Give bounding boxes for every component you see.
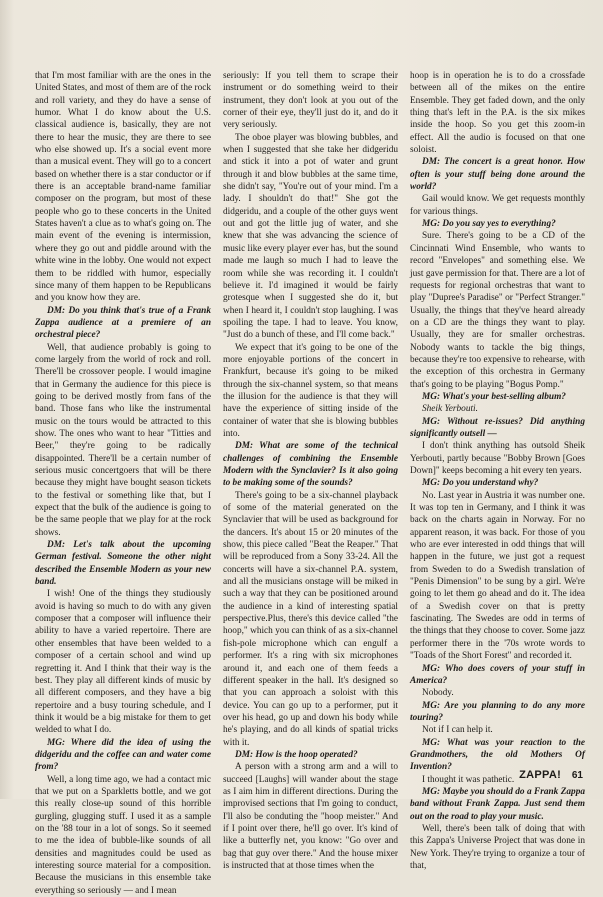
interview-answer: Not if I can help it. xyxy=(422,725,493,736)
column-1 xyxy=(35,70,211,897)
interview-answer: There's going to be a six-channel playback of some of the material generated on the Synclavier that will be used as background for the dancers. It's about 15 or 20 minutes of the show, this piece called "Beat the Reaper." That will be reproduced from a Sony 33-24. All the concerts will have a six-channel P.A. system, and all the musicians onstage will be miked in such a way that they can be positioned around the audience in a kind of interesting spatial perspective.Plus, there's this device called "the hoop," which you can think of as a six-channel fish-pole microphone which can engulf a performer. It's a ring with six microphones around it, and each one of them feeds a different speaker in the hall. It's designed so that you can approach a soloist with this device. You can go up to a performer, put it over his head, go up and down his body while he's playing, and do all kinds of spatial tricks with it. xyxy=(223,490,398,748)
interview-question: MG: Who does covers of your stuff in America? xyxy=(410,663,585,686)
column-3 xyxy=(410,70,585,872)
interview-question: MG: Without re-issues? Did anything significantly outsell — xyxy=(410,416,585,439)
interview-question: MG: Are you planning to do any more touring? xyxy=(410,700,585,723)
interview-question: DM: How is the hoop operated? xyxy=(235,749,358,760)
interview-question: DM: Let's talk about the upcoming German festival. Someone the other night described the Ensemble Modern as your new band. xyxy=(35,540,211,588)
page-number: 61 xyxy=(571,770,583,781)
interview-answer: The oboe player was blowing bubbles, and when I suggested that she take her didgeridu and stick it into a pot of water and grunt through it and blow bubbles at the same time, she didn't say, "You're out of your mind. I'm a lady. I shouldn't do that!" She got the didgeridu, and a couple of the other guys went out and got the little jug of water, and she knew that she was advancing the science of music like every player ever has, but the sound made me laugh so much I had to leave the room while she was recording it. I couldn't believe it. I'd imagined it would be fairly grotesque when I suggested she do it, but when I heard it, I couldn't stop laughing. I was spoiling the tape. I had to leave. You know, "Just do a bunch of these, and I'll come back." xyxy=(223,132,398,341)
interview-answer: I thought it was pathetic. xyxy=(422,774,515,785)
interview-question: MG: Do you say yes to everything? xyxy=(422,219,556,230)
interview-answer: hoop is in operation he is to do a crossfade between all of the mikes on the entire Ensemble. They get faded down, and the only thing that's left in the P.A. is the six mikes inside the hoop. So you get this zoom-in effect. All the audio is focused on that one soloist. xyxy=(410,71,585,156)
column-2 xyxy=(223,70,398,872)
interview-answer: that I'm most familiar with are the ones in the United States, and most of them are of the rock and roll variety, and they do have a sense of humor. What I do know about the U.S. classical audience is, basically, they are not there to hear the music, they are there to see who else showed up. It's a social event more than a musical event. They will go to a concert based on whether there is a star conductor or if there is an acceptable brand-name familiar composer on the program, but most of these people who go to these concerts in the United States haven't a clue as to what's going on. The main event of the evening is intermission, where they go out and piddle around with the white wine in the lobby. One would not expect them to be riddled with humor, especially since many of them happen to be Republicans and you know how they are. xyxy=(35,71,211,304)
interview-answer: No. Last year in Austria it was number one. It was top ten in Germany, and I think it was back on the charts again in Norway. For no apparent reason, it was back. For those of you who are ever interested in odd things that will happen in the future, we just got a request from Sweden to do a Swedish translation of "Penis Dimension" to be sung by a girl. We're going to let them go ahead and do it. The idea of a Swedish cover on that is pretty fascinating. The Swedes are odd in terms of the things that they choose to cover. Some jazz performer there in the '70s wrote words to "Toads of the Short Forest" and recorded it. xyxy=(410,490,585,662)
interview-answer: Well, there's been talk of doing that with this Zappa's Universe Project that was done in New York. They're trying to organize a tour of that, xyxy=(410,823,585,871)
interview-answer: Nobody. xyxy=(422,688,454,699)
interview-answer: A person with a strong arm and a will to succeed [Laughs] will wander about the stage as I aim him in different directions. During the improvised sections that I'm going to conduct, I'll also be conduting the "hoop meister." And if I point over there, he'll go over. It's kind of like a butterfly net, you know: "Go over and bag that guy over there." And the house mixer is instructed that at those times when the xyxy=(223,762,398,871)
page-footer xyxy=(519,769,583,781)
interview-question: MG: Where did the idea of using the didgeridu and the coffee can and water come from? xyxy=(35,737,211,773)
interview-question: DM: Do you think that's true of a Frank Zappa audience at a premiere of an orchestral piece? xyxy=(35,305,211,341)
interview-question: DM: The concert is a great honor. How often is your stuff being done around the world? xyxy=(410,157,585,193)
interview-answer: Well, that audience probably is going to come largely from the world of rock and roll. There'll be crossover people. I would imagine that in Germany the audience for this piece is going to be derived mostly from fans of the band. Those fans who like the instrumental music on the tours would be attracted to this show. The ones who want to hear "Titties and Beer," they're going to be radically disappointed. There'll be a certain number of serious music concertgoers that will be there because they might have bought season tickets to the festival or something like that, but I expect that the bulk of the audience is going to be the same people that we play for at the rock shows. xyxy=(35,342,211,538)
interview-question: MG: Maybe you should do a Frank Zappa band without Frank Zappa. Just send them out on the road to play your music. xyxy=(410,786,585,822)
interview-answer: Sure. There's going to be a CD of the Cincinnati Wind Ensemble, who wants to record "Envelopes" and something else. We just gave permission for that. There are a lot of requests for regional orchestras that want to play "Dupree's Paradise" or "Perfect Stranger." Usually, the things that they've heard already on a CD are the things they want to play. Usually, they are for smaller orchestras. Nobody wants to tackle the big things, because they're too expensive to rehearse, with the exception of this orchestra in Germany that's going to be playing "Bogus Pomp." xyxy=(410,231,585,390)
interview-answer: I wish! One of the things they studiously avoid is having so much to do with any given composer that a composer will influence their ability to have a varied repertoire. There are other ensembles that have been welded to a composer of a certain school and wind up regretting it. And I think that their way is the best. They play all different kinds of music by all different composers, and they have a big repertoire and a busy touring schedule, and I think it would be a big mistake for them to get welded to what I do. xyxy=(35,589,211,736)
interview-answer: seriously: If you tell them to scrape their instrument or do something weird to their instrument, they don't look at you out of the corner of their eye, they'll just do it, and do it very seriously. xyxy=(223,71,398,131)
interview-answer: Gail would know. We get requests monthly for various things. xyxy=(410,194,585,217)
interview-answer: We expect that it's going to be one of the more enjoyable portions of the concert in Frankfurt, because it's going to be miked through the six-channel system, so that means the illusion for the audience is that they will have the experience of sitting inside of the container of water that she is blowing bubbles into. xyxy=(223,342,398,439)
interview-answer: I don't think anything has outsold Sheik Yerbouti, partly because "Bobby Brown [Goes Down]" keeps becoming a hit every ten years. xyxy=(410,441,585,476)
interview-question: MG: Do you understand why? xyxy=(422,478,539,489)
interview-question: MG: What was your reaction to the Grandmothers, the old Mothers Of Invention? xyxy=(410,737,585,773)
interview-question: MG: What's your best-selling album? xyxy=(422,391,566,402)
interview-answer: Well, a long time ago, we had a contact mic that we put on a Sparkletts bottle, and we got this really close-up sound of this horrible gurgling, glugging stuff. I used it as a sample on the '88 tour in a lot of songs. So it seemed to me the idea of bubble-like sounds of all densities and magnitudes could be used as interesting source material for a composition. Because the musicians in this ensemble take everything so seriously — and I mean xyxy=(35,774,211,896)
interview-answer: Sheik Yerbouti. xyxy=(422,404,478,415)
magazine-brand: ZAPPA! xyxy=(519,769,562,781)
interview-question: DM: What are some of the technical challenges of combining the Ensemble Modern with the Synclavier? Is it also going to be making some of the sounds? xyxy=(223,441,398,489)
